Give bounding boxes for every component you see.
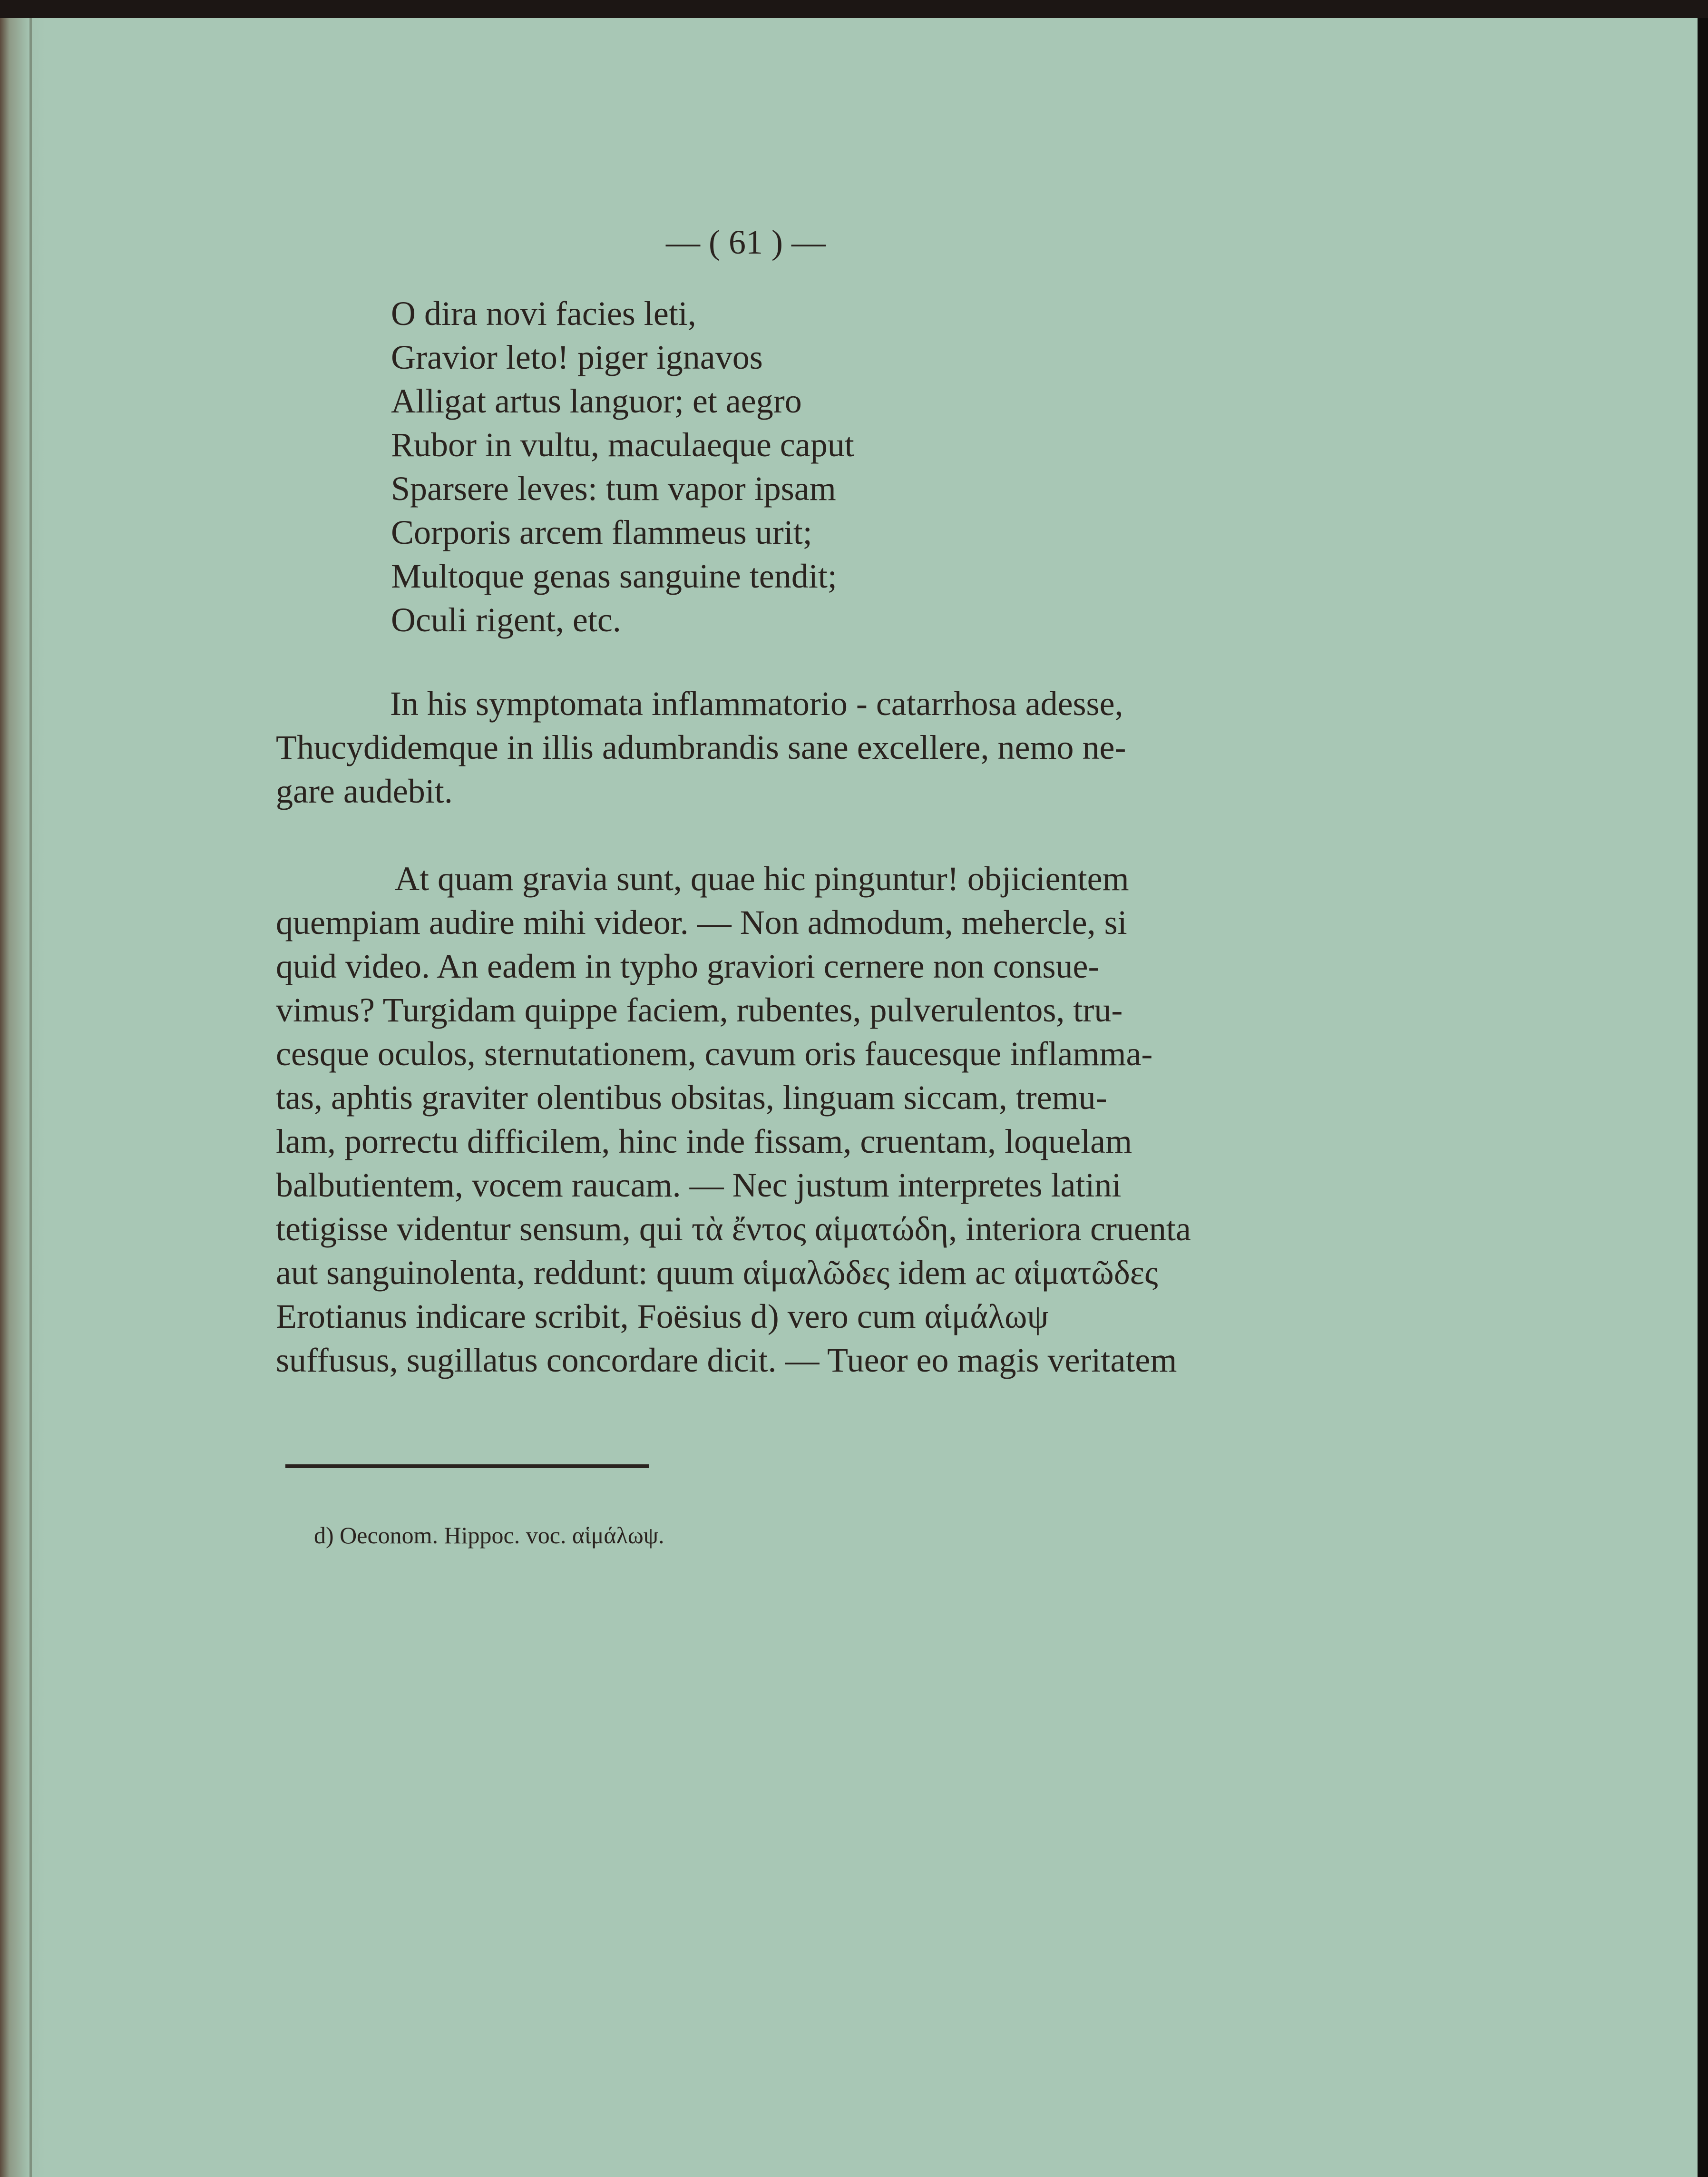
paragraph-line: balbutientem, vocem raucam. — Nec justum interpretes latini <box>276 1166 1122 1204</box>
paragraph-line: tetigisse videntur sensum, qui τὰ ἔντος αἱματώδη, interiora cruenta <box>276 1210 1191 1248</box>
paragraph-line: Thucydidemque in illis adumbrandis sane excellere, nemo ne- <box>276 728 1126 766</box>
paragraph-line: vimus? Turgidam quippe faciem, rubentes, pulverulentos, tru- <box>276 991 1123 1029</box>
verse-line: Gravior leto! piger ignavos <box>391 338 763 376</box>
verse-line: Multoque genas sanguine tendit; <box>391 557 837 595</box>
paragraph-line: suffusus, sugillatus concordare dicit. — Tueor eo magis veritatem <box>276 1341 1177 1379</box>
footnote: d) Oeconom. Hippoc. voc. αἱμάλωψ. <box>314 1522 664 1549</box>
binding-fold <box>0 18 45 2177</box>
paragraph-line: quid video. An eadem in typho graviori cernere non consue- <box>276 947 1100 985</box>
verse-line: Oculi rigent, etc. <box>391 601 621 639</box>
paragraph-line: Erotianus indicare scribit, Foësius d) vero cum αἱμάλωψ <box>276 1297 1049 1335</box>
paragraph-line: At quam gravia sunt, quae hic pinguntur! objicientem <box>395 860 1129 898</box>
paragraph-line: cesque oculos, sternutationem, cavum oris faucesque inflamma- <box>276 1035 1153 1073</box>
verse-line: O dira novi facies leti, <box>391 294 696 333</box>
paragraph-line: aut sanguinolenta, reddunt: quum αἱμαλῶδες idem ac αἱματῶδες <box>276 1254 1158 1292</box>
verse-line: Rubor in vultu, maculaeque caput <box>391 426 854 464</box>
paragraph-line: quempiam audire mihi videor. — Non admodum, mehercle, si <box>276 903 1127 941</box>
paragraph-line: tas, aphtis graviter olentibus obsitas, linguam siccam, tremu- <box>276 1079 1107 1117</box>
verse-line: Sparsere leves: tum vapor ipsam <box>391 470 836 508</box>
paragraph-line: lam, porrectu difficilem, hinc inde fissam, cruentam, loquelam <box>276 1122 1132 1160</box>
verse-line: Corporis arcem flammeus urit; <box>391 513 812 551</box>
scanned-page <box>0 18 1708 2177</box>
page-edge <box>1698 18 1708 2177</box>
binding-crease <box>29 18 32 2177</box>
paragraph-line: gare audebit. <box>276 772 453 810</box>
paragraph-line: In his symptomata inflammatorio - catarrhosa adesse, <box>390 685 1123 723</box>
verse-line: Alligat artus languor; et aegro <box>391 382 802 420</box>
page-header: — ( 61 ) — <box>666 223 826 261</box>
footnote-rule <box>285 1464 649 1468</box>
